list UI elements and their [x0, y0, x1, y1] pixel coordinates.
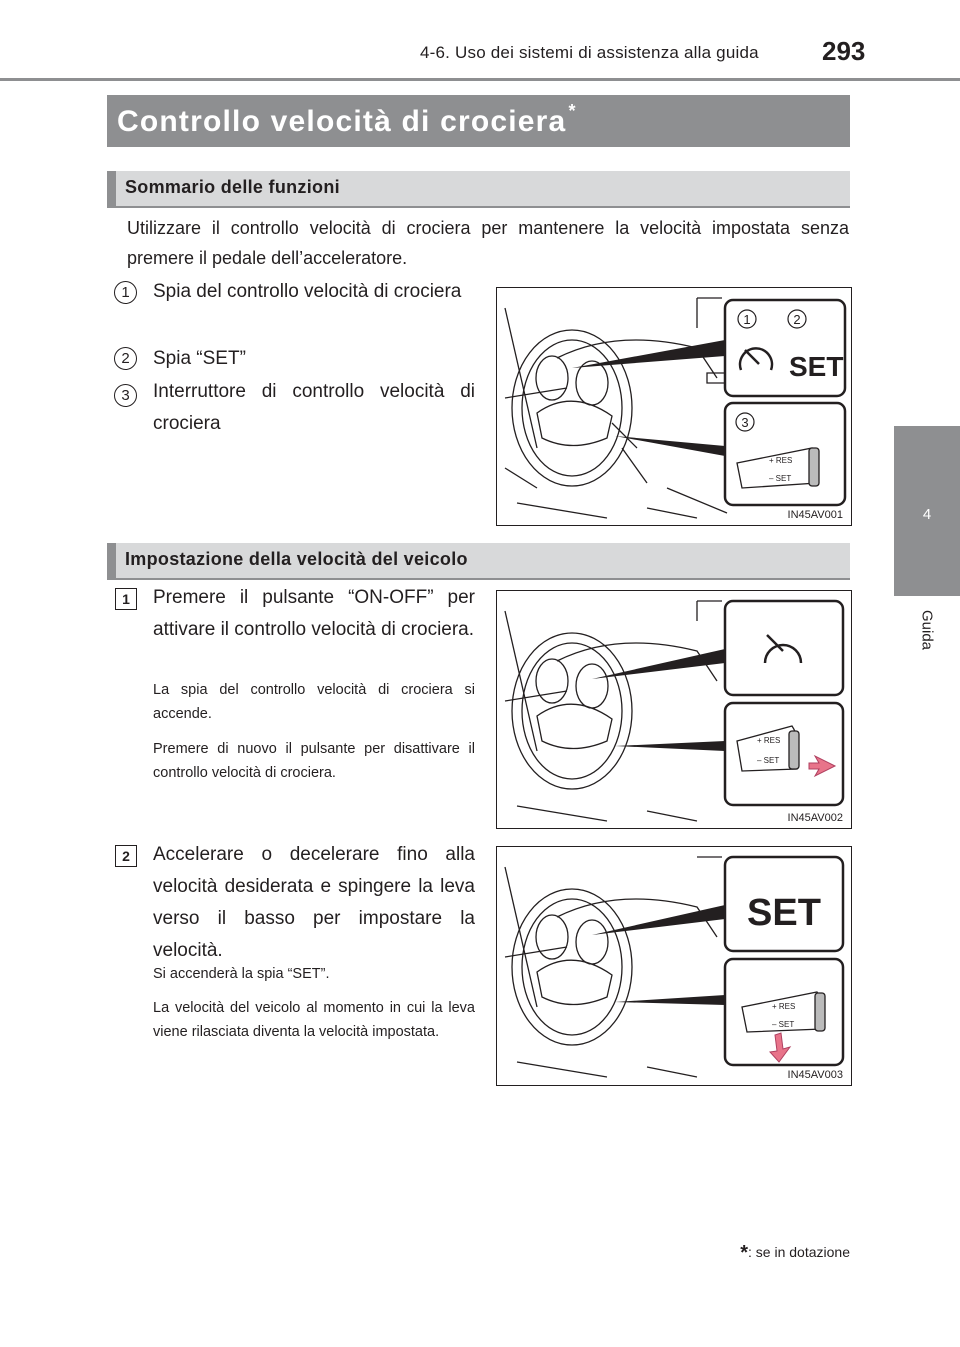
chapter-label-area: [894, 600, 960, 670]
lever-res-label: + RES: [757, 736, 781, 745]
figure-step1: [496, 590, 852, 829]
title-asterisk: *: [568, 101, 577, 121]
callout-1: 1: [743, 312, 751, 327]
cockpit-illustration: [497, 847, 851, 1085]
page-title: [117, 101, 577, 139]
legend-number: 3: [114, 384, 137, 407]
page-number: 293: [822, 36, 866, 66]
figure-caption: IN45AV001: [787, 509, 843, 521]
lever-res-label: + RES: [769, 456, 793, 465]
step-number: 2: [115, 845, 137, 867]
legend-number: 2: [114, 347, 137, 370]
step-text: Premere il pulsante “ON-OFF” per attivare il controllo velocità di crociera.: [153, 587, 475, 640]
lever-set-label: – SET: [772, 1020, 795, 1029]
callout-3: 3: [741, 415, 749, 430]
legend-item: Spia del controllo velocità di crociera: [153, 281, 462, 302]
cockpit-illustration: [497, 288, 851, 525]
footnote: [740, 1240, 850, 1263]
footnote-asterisk: *: [740, 1242, 749, 1264]
footnote-text: : se in dotazione: [748, 1244, 850, 1260]
legend-item: Interruttore di controllo velocità di crociera: [153, 381, 475, 434]
chapter-number: 4: [922, 506, 932, 523]
section-heading-text: Sommario delle funzioni: [125, 177, 340, 197]
header-rule: [0, 78, 960, 81]
figure-overview: [496, 287, 852, 526]
set-indicator-label: SET: [789, 351, 844, 382]
figure-step2: [496, 846, 852, 1086]
step-note: La spia del controllo velocità di crociera si accende.: [153, 682, 475, 722]
figure-caption: IN45AV003: [787, 1069, 843, 1081]
section-heading-text: Impostazione della velocità del veicolo: [125, 549, 468, 569]
cockpit-illustration: [497, 591, 851, 828]
legend-number: 1: [114, 281, 137, 304]
chapter-label: Guida: [918, 609, 936, 651]
page-title-text: Controllo velocità di crociera: [117, 105, 567, 138]
lever-set-label: – SET: [757, 756, 780, 765]
figure-caption: IN45AV002: [787, 812, 843, 824]
legend-item: Spia “SET”: [153, 348, 246, 369]
callout-2: 2: [793, 312, 801, 327]
intro-paragraph: Utilizzare il controllo velocità di crociera per mantenere la velocità impostata senza premere il pedale dell’acceleratore.: [127, 218, 849, 268]
lever-set-label: – SET: [769, 474, 792, 483]
set-indicator-label: SET: [747, 892, 821, 934]
step-number: 1: [115, 588, 137, 610]
section-heading-setting: [107, 543, 850, 580]
step-note: Premere di nuovo il pulsante per disattivare il controllo velocità di crociera.: [153, 741, 475, 781]
section-heading-summary: [107, 171, 850, 208]
step-text: Accelerare o decelerare fino alla velocità desiderata e spingere la leva verso il basso per impostare la velocità.: [153, 844, 475, 961]
running-header: 4-6. Uso dei sistemi di assistenza alla guida: [420, 43, 759, 62]
step-note: La velocità del veicolo al momento in cui la leva viene rilasciata diventa la velocità impostata.: [153, 1000, 475, 1040]
chapter-tab: [894, 426, 960, 596]
title-bar: [107, 95, 850, 147]
lever-res-label: + RES: [772, 1002, 796, 1011]
step-note: Si accenderà la spia “SET”.: [153, 966, 330, 982]
